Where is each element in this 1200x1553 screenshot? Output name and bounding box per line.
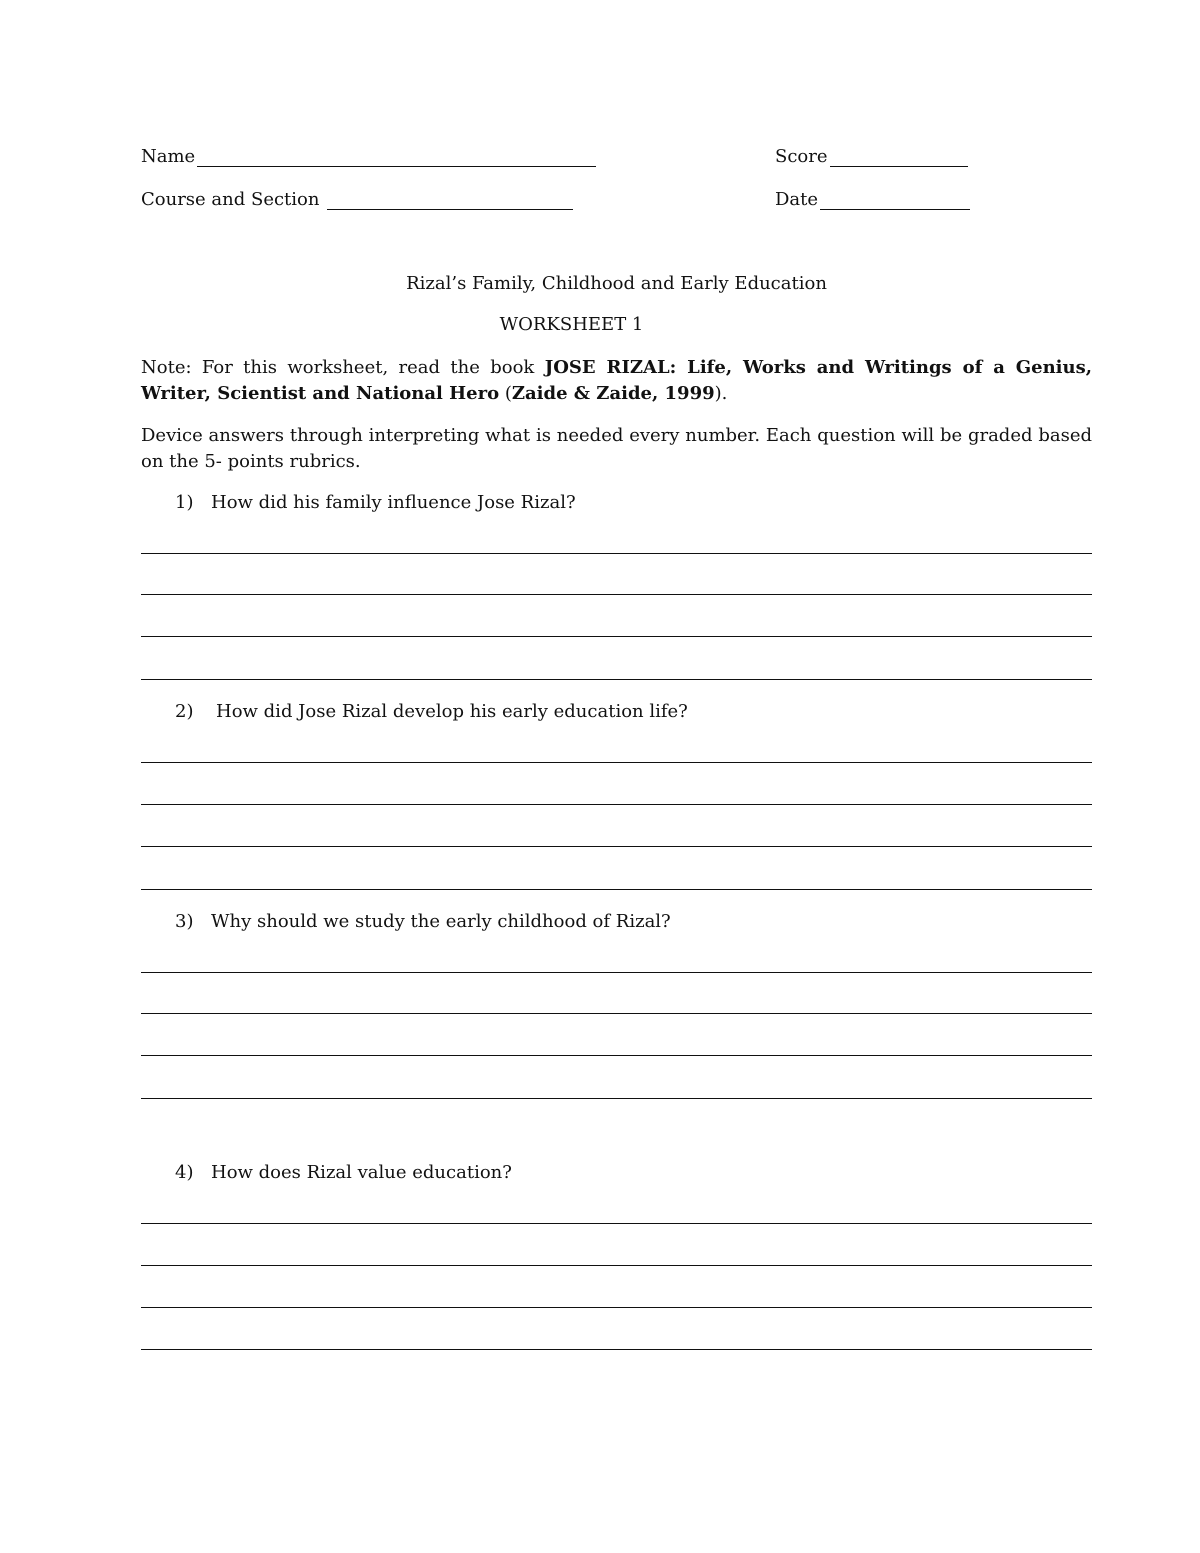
question-number: 4)	[175, 1162, 194, 1183]
answer-line[interactable]	[141, 1307, 1092, 1308]
question-text: How does Rizal value education?	[211, 1162, 512, 1183]
question-number: 1)	[175, 492, 194, 513]
date-field[interactable]	[775, 189, 970, 210]
answer-line[interactable]	[141, 1013, 1092, 1014]
instructions-paragraph: Device answers through interpreting what is needed every number. Each question will be graded based on the 5- points rubrics.	[141, 425, 1092, 472]
answer-line[interactable]	[141, 1223, 1092, 1224]
course-section-field[interactable]	[141, 189, 573, 210]
question-1	[175, 492, 576, 513]
note-suffix: ).	[714, 383, 728, 404]
answer-line[interactable]	[141, 594, 1092, 595]
answer-line[interactable]	[141, 804, 1092, 805]
question-number: 2)	[175, 701, 194, 722]
course-section-label: Course and Section	[141, 189, 320, 210]
answer-line[interactable]	[141, 679, 1092, 680]
note-mid: (	[499, 383, 512, 404]
answer-line[interactable]	[141, 972, 1092, 973]
answer-line[interactable]	[141, 762, 1092, 763]
answer-line[interactable]	[141, 553, 1092, 554]
note-paragraph	[141, 355, 1092, 407]
name-blank[interactable]	[197, 148, 596, 167]
question-text: Why should we study the early childhood of Rizal?	[211, 911, 671, 932]
answer-line[interactable]	[141, 636, 1092, 637]
score-field[interactable]	[775, 146, 968, 167]
date-label: Date	[775, 189, 819, 210]
answer-line[interactable]	[141, 1265, 1092, 1266]
answer-line[interactable]	[141, 846, 1092, 847]
book-title: JOSE RIZAL: Life, Works and Writings of a Genius, Writer, Scientist and National Hero	[141, 357, 1092, 404]
answer-line[interactable]	[141, 889, 1092, 890]
date-blank[interactable]	[820, 191, 970, 210]
name-field[interactable]	[141, 146, 596, 167]
score-blank[interactable]	[830, 148, 968, 167]
question-2	[175, 701, 688, 722]
note-prefix: Note: For this worksheet, read the book	[141, 357, 545, 378]
worksheet-title: Rizal’s Family, Childhood and Early Education	[406, 273, 827, 294]
score-label: Score	[775, 146, 828, 167]
worksheet-subtitle: WORKSHEET 1	[499, 314, 644, 335]
question-text: How did Jose Rizal develop his early education life?	[216, 701, 688, 722]
question-3	[175, 911, 671, 932]
question-number: 3)	[175, 911, 194, 932]
book-citation: Zaide & Zaide, 1999	[511, 383, 715, 404]
question-4	[175, 1162, 512, 1183]
answer-line[interactable]	[141, 1349, 1092, 1350]
name-label: Name	[141, 146, 196, 167]
answer-line[interactable]	[141, 1055, 1092, 1056]
question-text: How did his family influence Jose Rizal?	[211, 492, 576, 513]
course-section-blank[interactable]	[327, 191, 573, 210]
answer-line[interactable]	[141, 1098, 1092, 1099]
